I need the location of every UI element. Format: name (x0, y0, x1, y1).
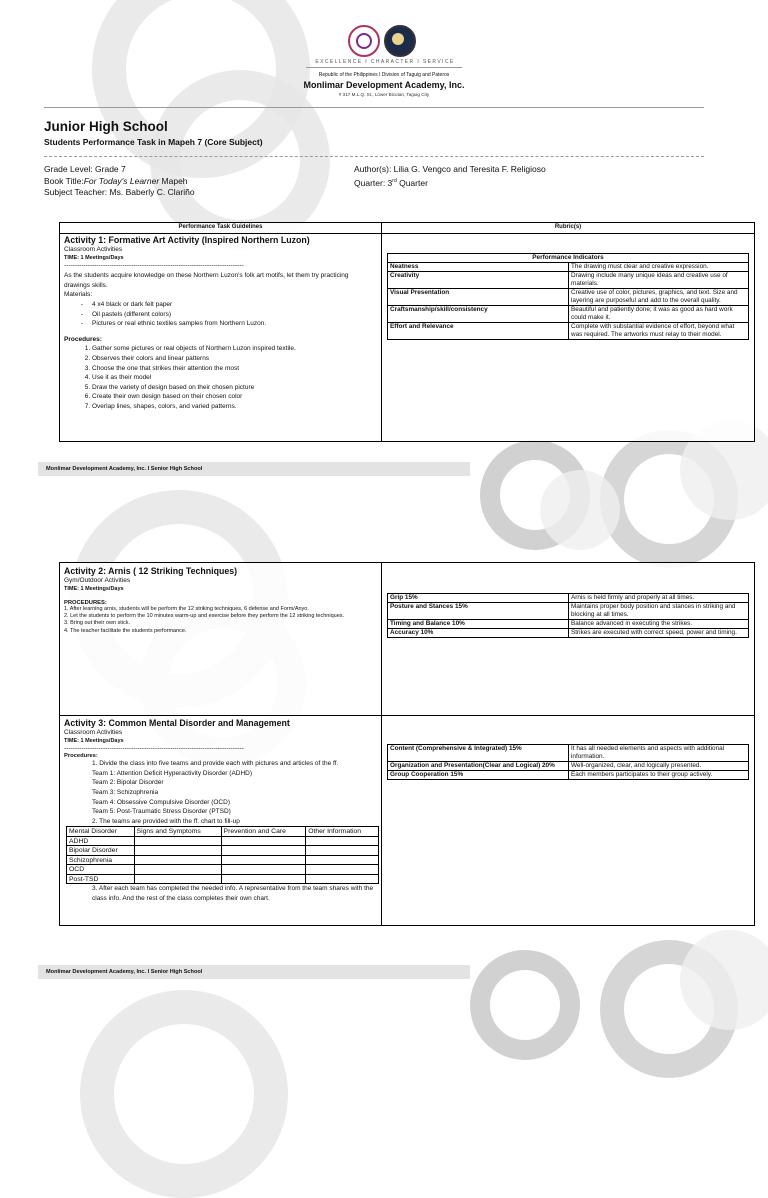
chart-row (67, 865, 379, 875)
header-rule (306, 67, 462, 68)
rubric-description: Creative use of color, pictures, graphics, and text. Size and layering are purposeful and add to the overall quality. (569, 289, 749, 306)
grade-level: Grade Level: Grade 7 (44, 164, 126, 174)
rubric-row (388, 762, 749, 771)
procedure-item: 2. Observes their colors and linear patterns (92, 354, 376, 364)
title-divider (44, 156, 704, 157)
rubric-row (388, 594, 749, 603)
team-item: Team 5: Post-Traumatic Stress Disorder (PTSD) (92, 808, 231, 816)
page-footer: Monlimar Development Academy, Inc. I Senior High School (38, 462, 470, 476)
rubric-row (388, 272, 749, 289)
procedure-item: 3. Choose the one that strikes their attention the most (92, 364, 376, 374)
activity2-time: TIME: 1 Meetings/Days (64, 585, 124, 592)
rubric-row (388, 306, 749, 323)
rubric-criterion: Posture and Stances 15% (388, 603, 569, 620)
rubric-row (388, 263, 749, 272)
rubric-criterion: Grip 15% (388, 594, 569, 603)
activity3-rubric (387, 744, 749, 780)
activity2-guidelines (64, 566, 376, 635)
activity1-rubric (387, 253, 749, 340)
activity3-step3: 3. After each team has completed the needed info. A representative from the team shares with the class info. And the rest of the class completes their own chart. (92, 885, 374, 902)
activity3-guidelines (64, 718, 376, 904)
materials-list (64, 300, 376, 329)
book-label: Book Title: (44, 175, 84, 186)
activity3-step1: 1. Divide the class into five teams and provide each with pictures and articles of the ff. (92, 760, 339, 768)
team-item: Team 4: Obsessive Compulsive Disorder (OCD) (92, 798, 230, 806)
rubric-criterion: Effort and Relevance (388, 323, 569, 340)
page-title: Junior High School (44, 119, 168, 134)
quarter-suffix: Quarter (396, 177, 428, 188)
page-footer: Monlimar Development Academy, Inc. I Senior High School (38, 965, 470, 979)
book-suffix: Mapeh (159, 175, 188, 186)
activity2-step: 4. The teacher facilitate the students performance. (64, 627, 187, 634)
guidelines-header: Performance Task Guidelines (178, 224, 263, 230)
deped-seal-logo (384, 25, 416, 57)
procedure-item: 6. Create their own design based on their chosen color (92, 392, 376, 402)
rubric-criterion: Organization and Presentation(Clear and Logical) 20% (388, 762, 569, 771)
rubric-description: Complete with substantial evidence of effort, beyond what was required. The artworks must relay to their model. (569, 323, 749, 340)
rubric-row (388, 745, 749, 762)
rubric-criterion: Creativity (388, 272, 569, 289)
chart-row (67, 836, 379, 846)
rubric-criterion: Neatness (388, 263, 569, 272)
activity2-procedures-label: PROCEDURES: (64, 599, 107, 606)
quarter (354, 176, 546, 189)
rubric-criterion: Content (Comprehensive & Integrated) 15% (388, 745, 569, 762)
book-title (44, 176, 195, 188)
rubric-description: Each members participates to their group actively. (569, 771, 749, 780)
activity1-time: TIME: 1 Meetings/Days (64, 254, 124, 261)
rubric-criterion: Craftsmanship/skill/consistency (388, 306, 569, 323)
rubric-description: The drawing must clear and creative expression. (569, 263, 749, 272)
material-item: - 4 x4 black or dark felt paper (92, 300, 376, 310)
rubric-row (388, 603, 749, 620)
rubric-description: Strikes are executed with correct speed, power and timing. (569, 629, 749, 638)
subject-teacher: Subject Teacher: Ms. Baberly C. Clariño (44, 187, 195, 197)
school-motto: EXCELLENCE I CHARACTER I SERVICE (315, 59, 455, 65)
rubric-criterion: Timing and Balance 10% (388, 620, 569, 629)
activity1-title: Activity 1: Formative Art Activity (Inspired Northern Luzon) (64, 235, 310, 245)
rubric-description: It has all needed elements and aspects with additional information. (569, 745, 749, 762)
team-list (64, 769, 376, 817)
school-seal-logo (348, 25, 380, 57)
activity2-step: 1. After learning arnis, students will be perform the 12 striking techniques, 6 defense and Form/Anyo. (64, 605, 309, 612)
page-subtitle (44, 137, 263, 147)
activity2-type: Gym/Outdoor Activities (64, 577, 131, 584)
info-left (44, 164, 195, 199)
activity2-rubric (387, 593, 749, 638)
activity3-time: TIME: 1 Meetings/Days (64, 737, 124, 744)
procedure-item: 4. Use it as their model (92, 373, 376, 383)
activity3-type: Classroom Activities (64, 729, 123, 736)
activity2-step: 2. Let the students to perform the 10 minutes warm-up and exercise before they perform the 12 striking techniques. (64, 613, 345, 619)
rubric-description: Drawing include many unique ideas and creative use of materials. (569, 272, 749, 289)
rubric-criterion: Group Cooperation 15% (388, 771, 569, 780)
activity3-procedures-label: Procedures: (64, 753, 98, 760)
rubrics-header: Rubric(s) (554, 224, 582, 230)
rubric-row (388, 620, 749, 629)
chart-cell: ADHD (67, 836, 135, 846)
subtitle-subject: Mapeh 7 (Core Subject) (168, 137, 263, 147)
authors: Author(s): Lilia G. Vengco and Teresita F. Religioso (354, 164, 546, 174)
activity1-intro: As the students acquire knowledge on these Northern Luzon's folk art motifs, let them try practicing drawings skills. (64, 272, 349, 289)
activity2-step: 3. Bring out their own stick. (64, 620, 131, 627)
task-table-1 (59, 222, 755, 442)
chart-cell: Bipolar Disorder (67, 846, 135, 856)
book-name: For Today's Learner (83, 175, 160, 186)
rubric-criterion: Accuracy 10% (388, 629, 569, 638)
rubric-criterion: Visual Presentation (388, 289, 569, 306)
chart-cell: Schizophrenia (67, 855, 135, 865)
chart-row (67, 846, 379, 856)
indicators-header: Performance Indicators (388, 254, 749, 263)
activity1-guidelines (64, 235, 376, 412)
material-item: - Pictures or real ethnic textiles samples from Northern Luzon. (92, 319, 376, 329)
rubric-description: Well-organized, clear, and logically presented. (569, 762, 749, 771)
procedures-label: Procedures: (64, 335, 102, 343)
quarter-prefix: Quarter: 3 (354, 177, 393, 188)
chart-header: Signs and Symptoms (134, 827, 221, 837)
activity3-step2: 2. The teams are provided with the ff. chart to fill-up (92, 817, 240, 825)
chart-cell: Post-TSD (67, 874, 135, 884)
school-name: Monlimar Development Academy, Inc. (303, 80, 465, 90)
chart-header: Prevention and Care (221, 827, 306, 837)
rubric-row (388, 323, 749, 340)
procedure-item: 1. Gather some pictures or real objects of Northern Luzon inspired textile. (92, 344, 376, 354)
material-item: - Oil pastels (different colors) (92, 310, 376, 320)
rubric-row (388, 629, 749, 638)
republic-line: Republic of the Philippines I Division of Taguig and Pateros (318, 72, 450, 78)
activity1-dashes: ----------------------------------------------------------------------------------- (64, 261, 244, 269)
team-item: Team 2: Bipolar Disorder (92, 779, 164, 787)
chart-cell: OCD (67, 865, 135, 875)
rubric-row (388, 771, 749, 780)
activity3-dashes: ----------------------------------------------------------------------------------- (64, 744, 244, 752)
rubric-description: Maintains proper body position and stances in striking and blocking at all times. (569, 603, 749, 620)
procedure-item: 5. Draw the variety of design based on their chosen picture (92, 383, 376, 393)
rubric-row (388, 289, 749, 306)
team-item: Team 1: Attention Deficit Hyperactivity Disorder (ADHD) (92, 769, 253, 777)
task-table-2 (59, 562, 755, 926)
chart-row (67, 874, 379, 884)
rubric-description: Beautiful and patiently done; it was as good as hard work could make it. (569, 306, 749, 323)
disorder-chart (66, 826, 379, 884)
procedures-list (64, 344, 376, 411)
activity3-title: Activity 3: Common Mental Disorder and Management (64, 718, 290, 728)
chart-header: Other Information (306, 827, 379, 837)
procedure-item: 7. Overlap lines, shapes, colors, and varied patterns. (92, 402, 376, 412)
header-divider (44, 107, 704, 108)
info-right (354, 164, 546, 189)
school-address: # 317 M.L.Q. St., Lower Bicutan, Taguig City (338, 92, 430, 97)
chart-row (67, 855, 379, 865)
rubric-description: Balance advanced in executing the strikes. (569, 620, 749, 629)
activity1-type: Classroom Activities (64, 246, 123, 253)
subtitle-prefix: Students Performance Task in (44, 137, 169, 147)
chart-header: Mental Disorder (67, 827, 135, 837)
quarter-sup: rd (392, 177, 397, 184)
team-item: Team 3: Schizophrenia (92, 788, 159, 796)
rubric-description: Arnis is held firmly and properly at all times. (569, 594, 749, 603)
activity2-title: Activity 2: Arnis ( 12 Striking Techniques) (64, 566, 238, 576)
materials-label: Materials: (64, 291, 93, 299)
